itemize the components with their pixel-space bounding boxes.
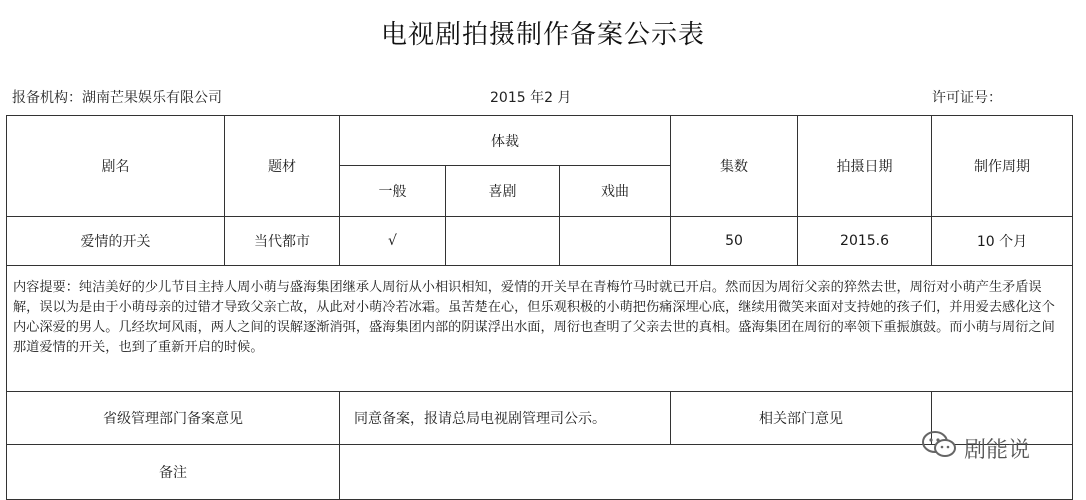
header-genre-opera: 戏曲 [560, 166, 671, 217]
watermark-text: 剧能说 [964, 437, 1031, 463]
drama-episodes: 50 [671, 217, 798, 266]
header-name: 剧名 [7, 116, 225, 217]
related-opinion-label: 相关部门意见 [671, 392, 932, 445]
filing-table [6, 115, 1073, 500]
header-episodes: 集数 [671, 116, 798, 217]
filing-organization: 报备机构：湖南芒果娱乐有限公司 [12, 90, 222, 106]
header-cycle: 制作周期 [932, 116, 1073, 217]
drama-shoot-date: 2015.6 [798, 217, 932, 266]
genre-comedy-check [446, 217, 560, 266]
provincial-opinion-value: 同意备案，报请总局电视剧管理司公示。 [340, 392, 671, 445]
genre-opera-check [560, 217, 671, 266]
filing-date: 2015 年2 月 [490, 90, 572, 106]
header-genre-general: 一般 [340, 166, 446, 217]
header-genre-comedy: 喜剧 [446, 166, 560, 217]
remarks-label: 备注 [7, 445, 340, 500]
page-title: 电视剧拍摄制作备案公示表 [380, 20, 705, 50]
table-row [7, 217, 1073, 266]
license-number: 许可证号： [932, 90, 1002, 106]
header-shoot-date: 拍摄日期 [798, 116, 932, 217]
drama-name: 爱情的开关 [7, 217, 225, 266]
provincial-opinion-label: 省级管理部门备案意见 [7, 392, 340, 445]
drama-cycle: 10 个月 [932, 217, 1073, 266]
header-genre: 体裁 [340, 116, 671, 166]
genre-general-check: √ [340, 217, 446, 266]
wechat-icon [920, 429, 964, 467]
content-summary: 内容提要：纯洁美好的少儿节目主持人周小萌与盛海集团继承人周衍从小相识相知，爱情的开关早在青梅竹马时就已开启。然而因为周衍父亲的猝然去世，周衍对小萌产生矛盾误解，误以为是由于小萌母亲的过错才导致父亲亡故，从此对小萌冷若冰霜。虽苦楚在心，但乐观积极的小萌把伤痛深埋心底，继续用微笑来面对支持她的孩子们，并用爱去感化这个内心深爱的男人。几经坎坷风雨，两人之间的误解逐渐消弭，盛海集团内部的阴谋浮出水面，周衍也查明了父亲去世的真相。盛海集团在周衍的率领下重振旗鼓。而小萌与周衍之间那道爱情的开关，也到了重新开启的时候。 [7, 266, 1073, 392]
drama-subject: 当代都市 [225, 217, 340, 266]
header-subject: 题材 [225, 116, 340, 217]
watermark [920, 428, 1030, 468]
